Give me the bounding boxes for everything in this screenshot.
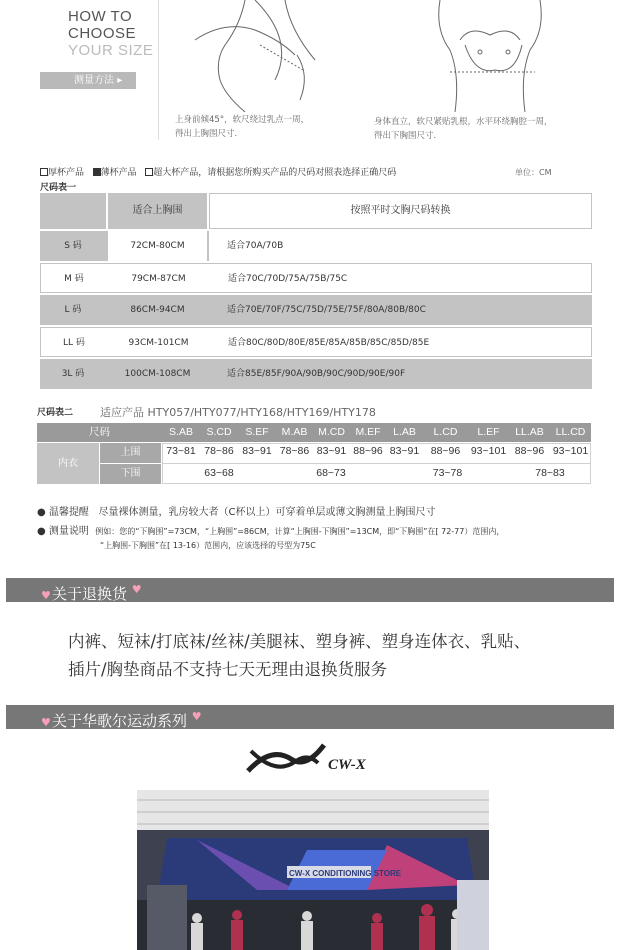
how-to-choose-title	[68, 8, 153, 59]
bullet-icon: ●	[37, 526, 46, 537]
policy-line-2: 插片/胸垫商品不支持七天无理由退换货服务	[68, 660, 388, 679]
size-cell: 3L 码	[61, 369, 85, 379]
header-size-label: 尺码	[89, 426, 110, 438]
divider	[158, 0, 159, 140]
bust-cell: 79CM-87CM	[131, 274, 186, 284]
header-fit: 按照平时文胸尺码转换	[209, 193, 592, 229]
bust-cell: 86CM-94CM	[130, 305, 185, 315]
size-col-header: S.AB	[169, 426, 193, 438]
returns-title: 关于退换货	[52, 585, 128, 603]
tip-note	[37, 503, 435, 518]
upper-value-cell: 83~91	[316, 445, 347, 457]
heart-icon: ♥	[191, 710, 202, 723]
lower-value-cell: 73~78	[432, 467, 463, 479]
store-illustration	[137, 790, 489, 950]
fit-cell: 适合85E/85F/90A/90B/90C/90D/90E/90F	[227, 369, 406, 379]
bust-cell: 93CM-101CM	[128, 338, 189, 348]
header-bust: 适合上胸围	[108, 193, 207, 229]
arrow-right-icon: ▸	[117, 75, 123, 86]
store-sign: CW-X CONDITIONING STORE	[289, 869, 402, 878]
checkbox-empty-icon	[40, 168, 48, 176]
heart-icon: ♥	[41, 589, 51, 602]
size-table-1-title: 尺码表一	[40, 183, 77, 193]
upper-bust-measure-illustration	[185, 0, 325, 112]
cwx-logo	[246, 741, 376, 785]
size-col-header: S.EF	[245, 426, 269, 438]
table-row	[40, 231, 592, 261]
size-cell: L 码	[64, 305, 82, 315]
lower-value-cell: 63~68	[204, 467, 234, 479]
explain-line-1: 例如：您的“下胸围”=73CM，“上胸围”=86CM，计算“上胸围-下胸围”=13CM，即“下胸围”在[ 72-77）范围内，	[95, 527, 505, 536]
upper-value-cell: 78~86	[279, 445, 310, 457]
upper-value-cell: 88~96	[430, 445, 461, 457]
fit-cell: 适合70A/70B	[209, 231, 592, 261]
fit-cell: 适合80C/80D/80E/85E/85A/85B/85C/85D/85E	[228, 338, 430, 348]
cwx-logo-text: CW-X	[328, 757, 366, 773]
upper-value-cell: 93~101	[470, 445, 507, 457]
bust-cell: 72CM-80CM	[108, 231, 207, 261]
size-col-header: M.AB	[281, 426, 308, 438]
under-bust-measure-illustration	[410, 0, 570, 112]
size-col-header: LL.CD	[555, 426, 586, 438]
measure-method-button[interactable]	[40, 72, 136, 89]
size-col-header: LL.AB	[515, 426, 544, 438]
bust-cell: 100CM-108CM	[124, 369, 191, 379]
lower-value-cell: 78~83	[535, 467, 565, 479]
bullet-icon: ●	[37, 507, 46, 518]
caption-upper-line-2: 得出上胸围尺寸.	[175, 129, 238, 139]
lower-label: 下围	[100, 464, 161, 484]
applicable-products: 适应产品 HTY057/HTY077/HTY168/HTY169/HTY178	[100, 406, 376, 419]
table-row	[40, 295, 592, 325]
tip-text: 尽量裸体测量，乳房较大者（C杯以上）可穿着单层或薄文胸测量上胸围尺寸	[98, 507, 436, 518]
size-col-header: M.CD	[318, 426, 345, 438]
heart-icon: ♥	[131, 583, 142, 596]
size-cell: M 码	[64, 274, 84, 284]
lower-value-cell: 68~73	[316, 467, 346, 479]
brand-banner	[6, 705, 614, 729]
caption-under-line-2: 得出下胸围尺寸.	[374, 131, 437, 141]
table-row	[40, 263, 592, 293]
table-header-row	[40, 193, 592, 229]
upper-value-cell: 83~91	[389, 445, 420, 457]
store-photo	[137, 790, 489, 950]
upper-value-cell: 83~91	[242, 445, 272, 457]
explain-line-2: “上胸围-下胸围”在[ 13-16）范围内，应该选择的号型为75C	[100, 541, 316, 550]
size-col-header: L.EF	[477, 426, 500, 438]
explain-note	[37, 522, 504, 537]
size-col-header: L.AB	[393, 426, 416, 438]
table-row	[40, 327, 592, 357]
title-line-2: CHOOSE	[68, 25, 137, 42]
product-legend	[40, 165, 396, 178]
title-line-3: YOUR SIZE	[68, 42, 154, 59]
upper-value-cell: 88~96	[514, 445, 545, 457]
checkbox-filled-icon	[93, 168, 101, 176]
upper-value-cell: 93~101	[552, 445, 589, 457]
table-row	[40, 359, 592, 389]
upper-label: 上围	[100, 443, 161, 463]
size-col-header: L.CD	[433, 426, 458, 438]
caption-upper-bust	[175, 113, 309, 141]
title-line-1: HOW TO	[68, 8, 133, 25]
cwx-swoosh-icon	[246, 741, 376, 781]
returns-policy-text	[68, 628, 588, 684]
fit-cell: 适合70E/70F/75C/75D/75E/75F/80A/80B/80C	[227, 305, 426, 315]
size-cell: S 码	[64, 241, 82, 251]
size-col-header: M.EF	[355, 426, 381, 438]
legend-thick: 厚杯产品	[48, 168, 85, 178]
size-cell: LL 码	[63, 338, 85, 348]
upper-value-cell: 78~86	[204, 445, 234, 457]
size-col-header: S.CD	[206, 426, 232, 438]
caption-under-line-1: 身体直立，软尺紧贴乳根，水平环绕胸腔一周，	[374, 117, 553, 127]
heart-icon: ♥	[41, 716, 51, 729]
returns-banner	[6, 578, 614, 602]
upper-value-cell: 88~96	[353, 445, 383, 457]
fit-cell: 适合70C/70D/75A/75B/75C	[228, 274, 348, 284]
tip-label: 温馨提醒	[48, 507, 89, 518]
table2-header-row	[37, 423, 591, 442]
caption-upper-line-1: 上身前倾45°，软尺绕过乳点一周，	[175, 115, 310, 125]
measure-method-label: 测量方法	[74, 75, 114, 86]
caption-under-bust	[374, 115, 553, 143]
legend-extra-thick: 超大杯产品，请根据您所购买产品的尺码对照表选择正确尺码	[153, 168, 397, 178]
explain-label: 测量说明	[48, 526, 89, 537]
size-table-2-title: 尺码表二	[37, 408, 74, 418]
upper-value-cell: 73~81	[166, 445, 196, 457]
legend-thin: 薄杯产品	[100, 168, 137, 178]
unit-label: 单位：CM	[515, 168, 552, 177]
row-group-label: 内衣	[37, 443, 99, 484]
policy-line-1: 内裤、短袜/打底袜/丝袜/美腿袜、塑身裤、塑身连体衣、乳贴、	[68, 632, 531, 651]
brand-title: 关于华歌尔运动系列	[52, 712, 188, 730]
